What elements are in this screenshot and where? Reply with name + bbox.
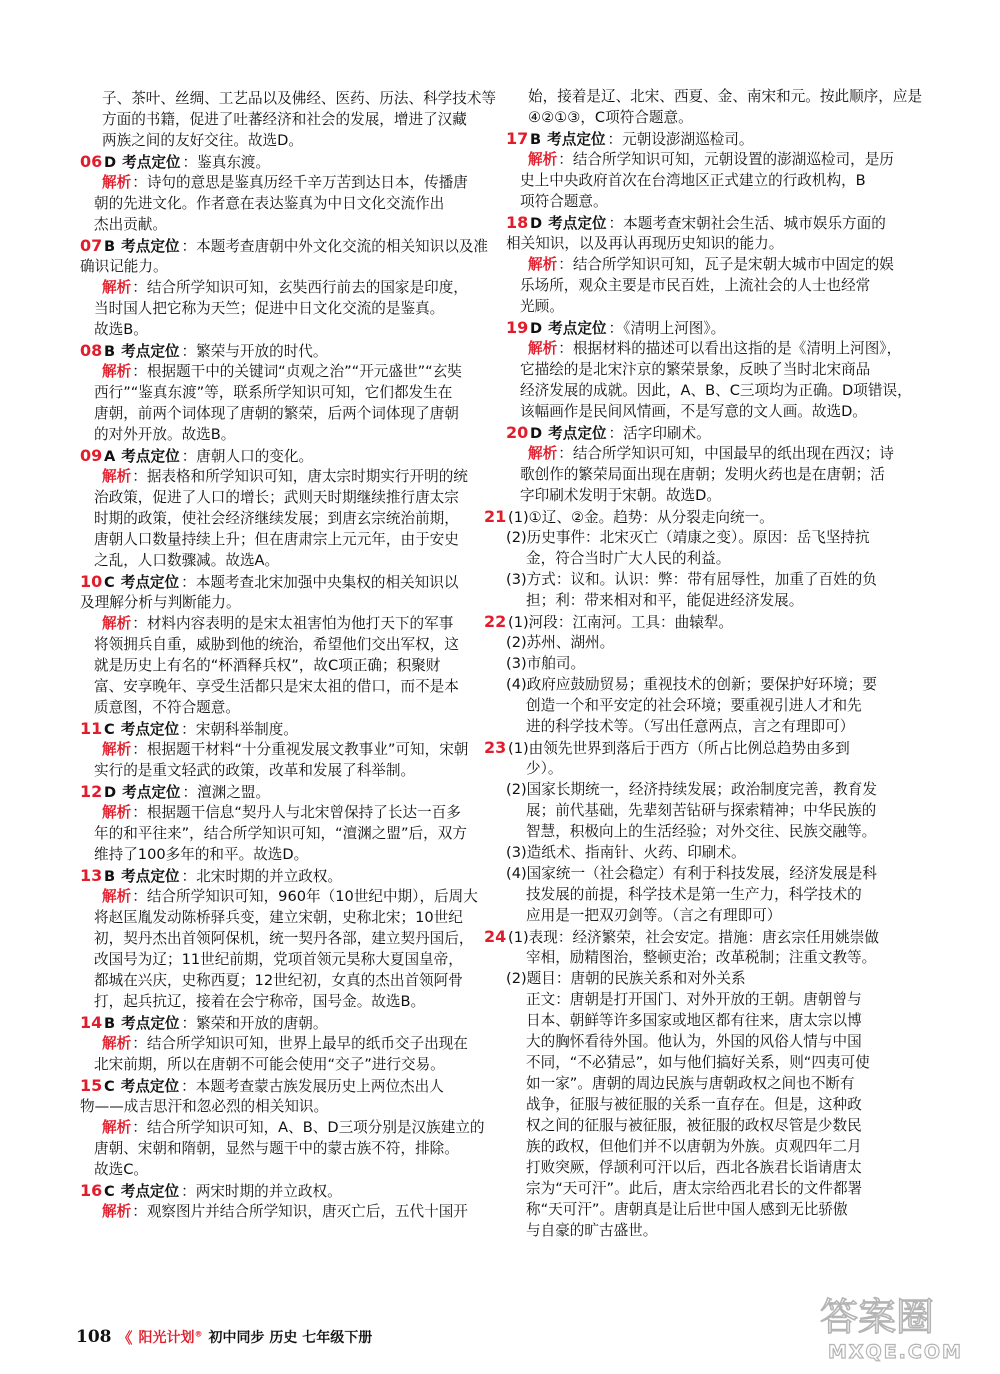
analysis-text: 它描绘的是北宋汴京的繁荣景象，反映了当时北宋商品 xyxy=(520,361,871,378)
keypoint-text: 本题考查宋朝社会生活、城市娱乐方面的 xyxy=(623,215,886,232)
keypoint-label: 考点定位 xyxy=(122,784,181,801)
keypoint-label: 考点定位 xyxy=(122,154,181,171)
answer-entry xyxy=(80,781,490,865)
keypoint-text: 物——成吉思汗和忽必烈的相关知识。 xyxy=(80,1098,329,1115)
answer-text: 创造一个和平安定的社会环境；要重视引进人才和先 xyxy=(526,697,862,714)
answer-line xyxy=(506,653,928,674)
keypoint-label: 考点定位 xyxy=(121,1015,180,1032)
analysis-text: 故选B。 xyxy=(94,321,148,338)
answer-letter: D xyxy=(530,215,543,232)
analysis-line xyxy=(80,970,490,991)
answer-line xyxy=(506,527,928,548)
analysis-text: 根据材料的描述可以看出这指的是《清明上河图》， xyxy=(572,340,902,357)
keypoint-line: 13 B 考点定位 ：北宋时期的并立政权。 xyxy=(80,866,343,885)
answer-entry xyxy=(80,1075,490,1180)
continued-text: ④②①③，C项符合题意。 xyxy=(528,109,693,126)
keypoint-line xyxy=(80,592,490,613)
analysis-label: 解析 xyxy=(528,340,558,357)
analysis-text: 年的和平往来”，结合所学知识可知，“澶渊之盟”后，双方 xyxy=(94,825,467,842)
answer-entry xyxy=(484,737,928,926)
analysis-text: 结合所学知识可知，A、B、D三项分别是汉族建立的 xyxy=(146,1119,485,1136)
answer-text: (1)河段：江南河。工具：曲辕犁。 xyxy=(508,614,733,631)
analysis-label: 解析 xyxy=(102,1035,132,1052)
keypoint-line: 11 C 考点定位 ：宋朝科举制度。 xyxy=(80,719,298,738)
answer-line xyxy=(506,842,928,863)
analysis-text: 故选C。 xyxy=(94,1161,148,1178)
keypoint-line: 12 D 考点定位 ：澶渊之盟。 xyxy=(80,782,271,801)
analysis-line xyxy=(80,676,490,697)
answer-text: 应用是一把双刃剑等。（言之有理即可） xyxy=(526,907,782,924)
question-number: 14 xyxy=(80,1013,103,1032)
brand-mark: 《 xyxy=(117,1328,133,1347)
answer-text: (2)题目：唐朝的民族关系和对外关系 xyxy=(506,970,746,987)
keypoint-text: 本题考查蒙古族发展历史上两位杰出人 xyxy=(195,1078,444,1095)
keypoint-label: 考点定位 xyxy=(548,320,607,337)
analysis-label: 解析 xyxy=(102,888,132,905)
essay-line: 打败突厥，俘颉利可汗以后，西北各族君长诣请唐太 xyxy=(526,1159,862,1176)
essay-line: 族的政权，但他们并不以唐朝为外族。贞观四年二月 xyxy=(526,1138,862,1155)
analysis-text: 时期的政策，使社会经济继续发展；到唐玄宗统治前期， xyxy=(94,510,459,527)
analysis-line: 解析：结合所学知识可知，中国最早的纸出现在西汉；诗 xyxy=(528,445,894,462)
analysis-line xyxy=(506,380,928,401)
analysis-text: 西行”“鉴真东渡”等，联系所学知识可知，它们都发生在 xyxy=(94,384,453,401)
continued-text: 始，接着是辽、北宋、西夏、金、南宋和元。按此顺序，应是 xyxy=(528,88,923,105)
analysis-label: 解析 xyxy=(102,363,132,380)
keypoint-line: 19 D 考点定位 ：《清明上河图》。 xyxy=(506,318,726,337)
analysis-line: 解析：根据题干材料“十分重视发展文教事业”可知，宋朝 xyxy=(102,741,469,758)
answer-line xyxy=(506,863,928,884)
answer-letter: D xyxy=(530,320,543,337)
answer-letter: C xyxy=(104,1183,115,1200)
answer-entry xyxy=(80,865,490,1012)
keypoint-label: 考点定位 xyxy=(120,574,180,591)
keypoint-label: 考点定位 xyxy=(121,868,180,885)
analysis-label: 解析 xyxy=(528,445,558,462)
answer-text: (3)造纸术、指南针、火药、印刷术。 xyxy=(506,844,746,861)
answer-entry xyxy=(506,317,928,422)
analysis-text: 治政策，促进了人口的增长；武则天时期继续推行唐太宗 xyxy=(94,489,459,506)
analysis-text: 将领拥兵自重，威胁到他的统治，希望他们交出军权，这 xyxy=(94,636,459,653)
analysis-text: 光顾。 xyxy=(520,298,564,315)
analysis-text: 杰出贡献。 xyxy=(94,216,167,233)
answer-entry xyxy=(506,422,928,506)
answer-entry xyxy=(506,128,928,212)
answer-text: 宰相，励精图治，整顿吏治；改革税制；注重文教等。 xyxy=(526,949,877,966)
question-number: 23 xyxy=(484,738,507,757)
keypoint-label: 考点定位 xyxy=(121,238,180,255)
answer-entry xyxy=(80,235,490,340)
analysis-text: 当时国人把它称为天竺；促进中日文化交流的是鉴真。 xyxy=(94,300,445,317)
keypoint-text: 宋朝科举制度。 xyxy=(195,721,298,738)
answer-letter: D xyxy=(104,154,117,171)
analysis-line xyxy=(506,296,928,317)
keypoint-text: 本题考查北宋加强中央集权的相关知识以 xyxy=(195,574,459,591)
analysis-line xyxy=(80,634,490,655)
answer-line xyxy=(484,611,928,632)
answer-entry xyxy=(80,718,490,781)
answer-text: (4)国家统一（社会稳定）有利于科技发展，经济发展是科 xyxy=(506,865,877,882)
keypoint-text: 繁荣与开放的时代。 xyxy=(196,343,328,360)
analysis-line: 解析：结合所学知识可知，元朝设置的澎湖巡检司，是历 xyxy=(528,151,894,168)
analysis-line: 解析：结合所学知识可知，A、B、D三项分别是汉族建立的 xyxy=(102,1119,485,1136)
answer-entry xyxy=(484,611,928,737)
analysis-text: 之乱，人口数骤减。故选A。 xyxy=(94,552,280,569)
analysis-text: 经济发展的成就。因此，A、B、C三项均为正确。D项错误， xyxy=(520,382,912,399)
analysis-line xyxy=(506,359,928,380)
question-number: 18 xyxy=(506,213,529,232)
analysis-line xyxy=(80,214,490,235)
essay-line: 正文：唐朝是打开国门、对外开放的王朝。唐朝曾与 xyxy=(526,991,862,1008)
analysis-line xyxy=(80,655,490,676)
analysis-line: 解析：结合所学知识可知，世界上最早的纸币交子出现在 xyxy=(102,1035,468,1052)
keypoint-label: 考点定位 xyxy=(547,131,606,148)
analysis-line xyxy=(506,275,928,296)
watermark-logo xyxy=(814,1288,964,1368)
question-number: 13 xyxy=(80,866,103,885)
answer-line xyxy=(484,926,928,947)
keypoint-line: 17 B 考点定位 ：元朝设澎湖巡检司。 xyxy=(506,129,754,148)
keypoint-text: 鉴真东渡。 xyxy=(197,154,271,171)
analysis-text: 唐朝、宋朝和隋朝，显然与题干中的蒙古族不符，排除。 xyxy=(94,1140,459,1157)
answer-line xyxy=(506,884,928,905)
analysis-line xyxy=(506,170,928,191)
keypoint-line: 14 B 考点定位 ：繁荣和开放的唐朝。 xyxy=(80,1013,328,1032)
question-number: 17 xyxy=(506,129,529,148)
analysis-line: 解析：结合所学知识可知，瓦子是宋朝大城市中固定的娱 xyxy=(528,256,894,273)
essay-line: 称“天可汗”。唐朝真是让后世中国人感到无比骄傲 xyxy=(526,1201,848,1218)
answer-text: 金，符合当时广大人民的利益。 xyxy=(526,550,731,567)
keypoint-text: 繁荣和开放的唐朝。 xyxy=(196,1015,328,1032)
analysis-text: 结合所学知识可知，中国最早的纸出现在西汉；诗 xyxy=(572,445,894,462)
answer-entry xyxy=(80,151,490,235)
analysis-line xyxy=(80,907,490,928)
question-number: 06 xyxy=(80,152,103,171)
keypoint-line: 18 D 考点定位 ：本题考查宋朝社会生活、城市娱乐方面的 xyxy=(506,213,886,232)
analysis-text: 质意图，不符合题意。 xyxy=(94,699,240,716)
analysis-text: 北宋前期，所以在唐朝不可能会使用“交子”进行交易。 xyxy=(94,1056,445,1073)
analysis-label: 解析 xyxy=(102,1203,132,1220)
analysis-line: 解析：根据题干信息“契丹人与北宋曾保持了长达一百多 xyxy=(102,804,461,821)
answer-line xyxy=(506,779,928,800)
analysis-text: 的对外开放。故选B。 xyxy=(94,426,236,443)
keypoint-line xyxy=(80,256,490,277)
keypoint-text: 唐朝人口的变化。 xyxy=(196,448,314,465)
analysis-text: 结合所学知识可知，元朝设置的澎湖巡检司，是历 xyxy=(572,151,894,168)
question-number: 19 xyxy=(506,318,529,337)
essay-line: 不同，“不必猜忌”，如与他们搞好关系，则“四夷可使 xyxy=(526,1054,870,1071)
keypoint-line: 06 D 考点定位 ：鉴真东渡。 xyxy=(80,152,271,171)
answer-entry xyxy=(80,1180,490,1222)
answer-line xyxy=(484,506,928,527)
answer-line xyxy=(506,905,928,926)
keypoint-text: 本题考查唐朝中外文化交流的相关知识以及准 xyxy=(196,238,489,255)
question-number: 09 xyxy=(80,446,103,465)
analysis-line xyxy=(506,464,928,485)
answer-text: 少）。 xyxy=(526,760,563,777)
analysis-line xyxy=(80,1159,490,1180)
essay-line: 大的胸怀看待外国。他认为，外国的风俗人情与中国 xyxy=(526,1033,862,1050)
keypoint-text: 相关知识，以及再认再现历史知识的能力。 xyxy=(506,235,784,252)
analysis-line xyxy=(506,485,928,506)
answer-text: (3)方式：议和。认识：弊：带有屈辱性，加重了百姓的负 xyxy=(506,571,877,588)
analysis-line: 解析：据表格和所学知识可知，唐太宗时期实行开明的统 xyxy=(102,468,468,485)
keypoint-line: 09 A 考点定位 ：唐朝人口的变化。 xyxy=(80,446,314,465)
question-number: 12 xyxy=(80,782,103,801)
answer-text: 技发展的前提，科学技术是第一生产力，科学技术的 xyxy=(526,886,862,903)
question-number: 22 xyxy=(484,612,507,631)
analysis-text: 结合所学知识可知，瓦子是宋朝大城市中固定的娱 xyxy=(572,256,894,273)
analysis-label: 解析 xyxy=(102,174,132,191)
analysis-label: 解析 xyxy=(528,151,558,168)
analysis-text: 朝的先进文化。作者意在表达鉴真为中日文化交流作出 xyxy=(94,195,445,212)
analysis-line xyxy=(80,403,490,424)
analysis-label: 解析 xyxy=(102,615,132,632)
watermark-top: 答案圈 xyxy=(820,1295,935,1339)
answer-letter: C xyxy=(104,574,115,591)
keypoint-text: 及理解分析与判断能力。 xyxy=(80,594,241,611)
answer-line xyxy=(506,821,928,842)
analysis-label: 解析 xyxy=(102,741,132,758)
analysis-text: 项符合题意。 xyxy=(520,193,608,210)
question-number: 15 xyxy=(80,1076,103,1095)
question-number: 24 xyxy=(484,927,507,946)
analysis-line: 解析：根据题干中的关键词“贞观之治”“开元盛世”“玄奘 xyxy=(102,363,462,380)
analysis-line xyxy=(80,928,490,949)
analysis-text: 诗句的意思是鉴真历经千辛万苦到达日本，传播唐 xyxy=(146,174,468,191)
analysis-line xyxy=(80,697,490,718)
keypoint-label: 考点定位 xyxy=(120,1078,180,1095)
answer-text: (1)①辽、②金。趋势：从分裂走向统一。 xyxy=(508,509,774,526)
book-subtitle: 初中同步 历史 七年级下册 xyxy=(208,1330,373,1346)
analysis-label: 解析 xyxy=(102,279,132,296)
essay-line: 如一家”。唐朝的周边民族与唐朝政权之间也不断有 xyxy=(526,1075,855,1092)
answer-line xyxy=(484,737,928,758)
analysis-line xyxy=(80,424,490,445)
answer-letter: D xyxy=(104,784,117,801)
question-number: 08 xyxy=(80,341,103,360)
analysis-line xyxy=(80,508,490,529)
analysis-line xyxy=(80,991,490,1012)
keypoint-text: 活字印刷术。 xyxy=(623,425,711,442)
analysis-text: 维持了100多年的和平。故选D。 xyxy=(94,846,309,863)
continued-text: 方面的书籍，促进了吐蕃经济和社会的发展，增进了汉藏 xyxy=(102,111,467,128)
answer-text: 展；前代基础，先辈刻苦钻研与探索精神；中华民族的 xyxy=(526,802,877,819)
analysis-line xyxy=(80,760,490,781)
analysis-text: 富、安享晚年、享受生活都只是宋太祖的借口，而不是本 xyxy=(94,678,459,695)
question-number: 10 xyxy=(80,572,103,591)
answer-line xyxy=(506,590,928,611)
answer-line xyxy=(506,968,928,989)
essay-line: 宗为“天可汗”。此后，唐太宗给西北君长的文件都署 xyxy=(526,1180,863,1197)
analysis-text: 观察图片并结合所学知识，唐灭亡后，五代十国开 xyxy=(146,1203,468,1220)
keypoint-line: 10 C 考点定位 ：本题考查北宋加强中央集权的相关知识以 xyxy=(80,572,459,591)
analysis-text: 结合所学知识可知，960年（10世纪中期），后周大 xyxy=(146,888,478,905)
essay-line: 权之间的征服与被征服，被征服的政权尽管是少数民 xyxy=(526,1117,862,1134)
question-number: 07 xyxy=(80,236,103,255)
analysis-line: 解析：结合所学知识可知，玄奘西行前去的国家是印度， xyxy=(102,279,468,296)
answer-text: (4)政府应鼓励贸易；重视技术的创新；要保护好环境；要 xyxy=(506,676,877,693)
analysis-text: 实行的是重文轻武的政策，改革和发展了科举制。 xyxy=(94,762,416,779)
analysis-text: 字印刷术发明于宋朝。故选D。 xyxy=(520,487,721,504)
keypoint-label: 考点定位 xyxy=(121,448,180,465)
keypoint-text: 北宋时期的并立政权。 xyxy=(196,868,343,885)
answer-letter: B xyxy=(104,238,116,255)
keypoint-text: 《清明上河图》。 xyxy=(623,320,726,337)
answer-letter: A xyxy=(104,448,116,465)
answer-text: (1)表现：经济繁荣，社会安定。措施：唐玄宗任用姚崇做 xyxy=(508,929,879,946)
keypoint-line xyxy=(80,1096,490,1117)
answer-text: (1)由领先世界到落后于西方（所占比例总趋势由多到 xyxy=(508,740,850,757)
keypoint-text: 元朝设澎湖巡检司。 xyxy=(622,131,754,148)
analysis-line xyxy=(80,382,490,403)
answer-text: (2)国家长期统一，经济持续发展；政治制度完善，教育发 xyxy=(506,781,877,798)
answer-line xyxy=(506,947,928,968)
essay-line: 日本、朝鲜等许多国家或地区都有往来，唐太宗以博 xyxy=(526,1012,862,1029)
answer-entry xyxy=(484,506,928,611)
answer-line xyxy=(506,695,928,716)
answer-entry xyxy=(80,571,490,718)
analysis-label: 解析 xyxy=(528,256,558,273)
analysis-text: 史上中央政府首次在台湾地区正式建立的行政机构，B xyxy=(520,172,866,189)
answer-line xyxy=(506,800,928,821)
answer-line xyxy=(506,632,928,653)
question-number: 20 xyxy=(506,423,529,442)
analysis-text: 根据题干信息“契丹人与北宋曾保持了长达一百多 xyxy=(146,804,461,821)
keypoint-line: 16 C 考点定位 ：两宋时期的并立政权。 xyxy=(80,1181,342,1200)
analysis-text: 根据题干材料“十分重视发展文教事业”可知，宋朝 xyxy=(146,741,469,758)
answer-letter: C xyxy=(104,1078,115,1095)
answer-line xyxy=(506,569,928,590)
analysis-text: 该幅画作是民间风情画，不是写意的文人画。故选D。 xyxy=(520,403,867,420)
analysis-text: 结合所学知识可知，玄奘西行前去的国家是印度， xyxy=(146,279,468,296)
analysis-label: 解析 xyxy=(102,1119,132,1136)
analysis-text: 初，契丹杰出首领阿保机，统一契丹各部，建立契丹国后， xyxy=(94,930,474,947)
analysis-text: 就是历史上有名的“杯酒释兵权”，故C项正确；积聚财 xyxy=(94,657,441,674)
analysis-text: 改国号为辽；11世纪前期，党项首领元昊称大夏国皇帝， xyxy=(94,951,463,968)
keypoint-label: 考点定位 xyxy=(120,1183,180,1200)
answer-entry xyxy=(484,926,928,1241)
answer-letter: B xyxy=(104,868,116,885)
answer-text: (3)市舶司。 xyxy=(506,655,586,672)
answer-letter: D xyxy=(530,425,543,442)
analysis-text: 根据题干中的关键词“贞观之治”“开元盛世”“玄奘 xyxy=(146,363,462,380)
continued-text: 子、茶叶、丝绸、工艺品以及佛经、医药、历法、科学技术等 xyxy=(102,90,497,107)
analysis-line: 解析：根据材料的描述可以看出这指的是《清明上河图》， xyxy=(528,340,902,357)
watermark-bottom: MXQE.COM xyxy=(828,1341,963,1363)
analysis-line: 解析：诗句的意思是鉴真历经千辛万苦到达日本，传播唐 xyxy=(102,174,468,191)
analysis-text: 据表格和所学知识可知，唐太宗时期实行开明的统 xyxy=(146,468,468,485)
analysis-line xyxy=(80,298,490,319)
answer-entry xyxy=(80,88,497,151)
page-number: 108 xyxy=(76,1327,112,1347)
keypoint-text: 澶渊之盟。 xyxy=(197,784,271,801)
question-number: 11 xyxy=(80,719,103,738)
answer-entry xyxy=(506,212,928,317)
answer-entry xyxy=(80,1012,490,1075)
analysis-label: 解析 xyxy=(102,468,132,485)
answer-line xyxy=(506,548,928,569)
analysis-line xyxy=(80,193,490,214)
analysis-line xyxy=(80,550,490,571)
analysis-label: 解析 xyxy=(102,804,132,821)
analysis-text: 都城在兴庆，史称西夏；12世纪初，女真的杰出首领阿骨 xyxy=(94,972,463,989)
right-column xyxy=(484,86,928,1241)
answer-text: 担；利：带来相对和平，能促进经济发展。 xyxy=(526,592,804,609)
keypoint-line: 07 B 考点定位 ：本题考查唐朝中外文化交流的相关知识以及准 xyxy=(80,236,489,255)
essay-line: 战争，征服与被征服的关系一直存在。但是，这种政 xyxy=(526,1096,862,1113)
keypoint-line: 08 B 考点定位 ：繁荣与开放的时代。 xyxy=(80,341,328,360)
keypoint-label: 考点定位 xyxy=(548,425,607,442)
analysis-text: 乐场所，观众主要是市民百姓，上流社会的人士也经常 xyxy=(520,277,871,294)
analysis-line xyxy=(80,1138,490,1159)
keypoint-label: 考点定位 xyxy=(121,343,180,360)
analysis-text: 打，起兵抗辽，接着在会宁称帝，国号金。故选B。 xyxy=(94,993,426,1010)
answer-letter: B xyxy=(104,343,116,360)
answer-entry xyxy=(80,340,490,445)
keypoint-text: 确识记能力。 xyxy=(80,258,168,275)
analysis-text: 歌创作的繁荣局面出现在唐朝；发明火药也是在唐朝；活 xyxy=(520,466,885,483)
analysis-line: 解析：结合所学知识可知，960年（10世纪中期），后周大 xyxy=(102,888,478,905)
analysis-text: 材料内容表明的是宋太祖害怕为他打天下的军事 xyxy=(146,615,454,632)
answer-text: 智慧，积极向上的生活经验；对外交往、民族交融等。 xyxy=(526,823,877,840)
keypoint-label: 考点定位 xyxy=(120,721,180,738)
analysis-text: 将赵匡胤发动陈桥驿兵变，建立宋朝，史称北宋；10世纪 xyxy=(94,909,463,926)
answer-letter: B xyxy=(530,131,542,148)
analysis-text: 唐朝，前两个词体现了唐朝的繁荣，后两个词体现了唐朝 xyxy=(94,405,459,422)
keypoint-line xyxy=(506,233,928,254)
analysis-line xyxy=(80,823,490,844)
answer-text: (2)苏州、湖州。 xyxy=(506,634,615,651)
keypoint-label: 考点定位 xyxy=(548,215,607,232)
answer-letter: B xyxy=(104,1015,116,1032)
analysis-line xyxy=(80,319,490,340)
answer-entry xyxy=(506,86,928,128)
analysis-line xyxy=(80,1054,490,1075)
analysis-line xyxy=(80,529,490,550)
answer-line xyxy=(506,716,928,737)
analysis-text: 结合所学知识可知，世界上最早的纸币交子出现在 xyxy=(146,1035,468,1052)
question-number: 21 xyxy=(484,507,507,526)
answer-entry xyxy=(80,445,490,571)
analysis-line: 解析：材料内容表明的是宋太祖害怕为他打天下的军事 xyxy=(102,615,454,632)
answer-line xyxy=(506,674,928,695)
essay-line: 与自豪的旷古盛世。 xyxy=(526,1222,658,1239)
answer-line xyxy=(506,758,928,779)
answer-letter: C xyxy=(104,721,115,738)
answer-text: 进的科学技术等。（写出任意两点，言之有理即可） xyxy=(526,718,855,735)
analysis-line xyxy=(80,487,490,508)
page-footer xyxy=(76,1326,372,1348)
keypoint-line: 20 D 考点定位 ：活字印刷术。 xyxy=(506,423,711,442)
analysis-line: 解析：观察图片并结合所学知识，唐灭亡后，五代十国开 xyxy=(102,1203,468,1220)
analysis-line xyxy=(506,401,928,422)
analysis-text: 唐朝人口数量持续上升；但在唐肃宗上元元年，由于安史 xyxy=(94,531,459,548)
brand-name: 阳光计划® xyxy=(138,1329,203,1346)
keypoint-line: 15 C 考点定位 ：本题考查蒙古族发展历史上两位杰出人 xyxy=(80,1076,444,1095)
analysis-line xyxy=(80,949,490,970)
question-number: 16 xyxy=(80,1181,103,1200)
analysis-line xyxy=(80,844,490,865)
analysis-line xyxy=(506,191,928,212)
keypoint-text: 两宋时期的并立政权。 xyxy=(195,1183,342,1200)
answer-text: (2)历史事件：北宋灭亡（靖康之变）。原因：岳飞坚持抗 xyxy=(506,529,870,546)
continued-text: 两族之间的友好交往。故选D。 xyxy=(102,132,303,149)
